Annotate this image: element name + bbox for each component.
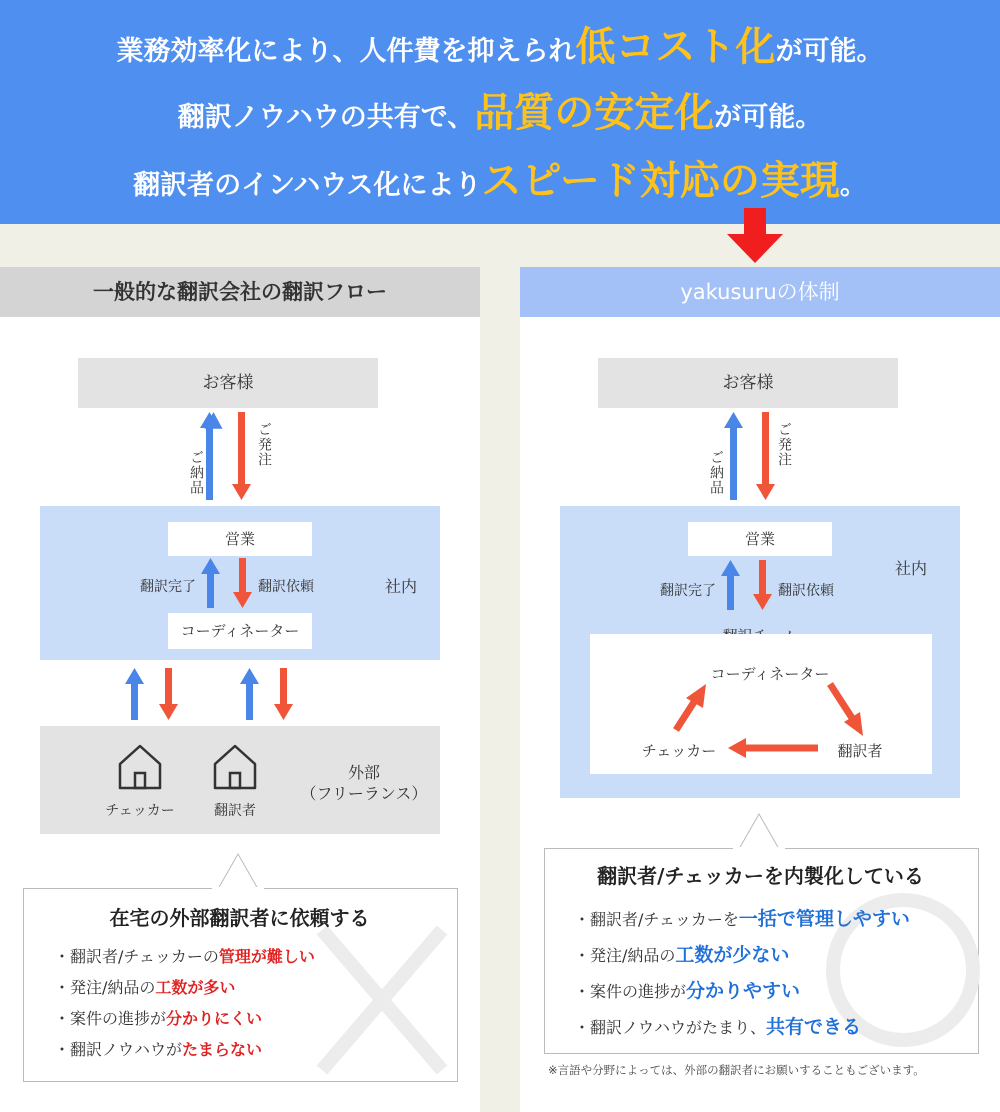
right-inner-arrows [723,560,775,612]
left-customer-arrows [200,412,260,502]
right-delivery-label: ご納品 [708,450,724,495]
right-column-title: yakusuruの体制 [520,267,1000,317]
right-bullet-1: ・翻訳者/チェッカーを一括で管理しやすい [574,908,910,930]
right-sales-box: 営業 [688,522,832,556]
right-order-label: ご発注 [776,422,792,467]
left-customer-box: お客様 [78,358,378,408]
right-coordinator-label: コーディネーター [710,665,830,683]
header-line-3-suffix: 。 [839,170,867,201]
left-freelance-label: （フリーランス） [300,784,428,803]
right-request-label: 翻訳依頼 [778,583,834,599]
header-line-1-text: 業務効率化により、人件費を抑えられ [116,36,576,67]
right-checker-label: チェッカー [641,742,717,760]
red-down-arrow-icon [726,208,784,264]
right-bullet-4: ・翻訳ノウハウがたまり、共有できる [574,1016,862,1038]
header-line-1-highlight: 低コスト化 [575,24,776,70]
left-bullet-1: ・翻訳者/チェッカーの管理が難しい [54,947,315,966]
right-complete-label: 翻訳完了 [660,583,716,599]
left-sales-box: 営業 [168,522,312,556]
translator-house-icon [213,744,257,790]
header-line-2-suffix: が可能。 [714,102,823,133]
left-request-label: 翻訳依頼 [258,579,314,595]
header-line-3-text: 翻訳者のインハウス化により [133,170,482,201]
left-coordinator-box: コーディネーター [168,613,312,649]
team-cycle-arrows [590,634,932,774]
left-translator-label: 翻訳者 [214,803,256,819]
header-line-1-suffix: が可能。 [775,36,884,67]
header-line-2-highlight: 品質の安定化 [474,90,715,136]
left-inner-arrows [203,558,255,610]
right-card-title: 翻訳者/チェッカーを内製化している [597,864,924,888]
header-line-3-highlight: スピード対応の実現 [481,158,840,204]
right-customer-box: お客様 [598,358,898,408]
right-translator-label: 翻訳者 [837,742,883,760]
left-checker-label: チェッカー [105,803,175,819]
left-bullet-4: ・翻訳ノウハウがたまらない [54,1040,263,1059]
header-line-3 [0,152,1000,210]
left-external-label: 外部 [347,763,380,782]
left-inhouse-label: 社内 [385,577,418,596]
right-bullet-2: ・発注/納品の工数が少ない [574,944,790,966]
left-card-title: 在宅の外部翻訳者に依頼する [109,906,370,930]
left-delivery-label: ご納品 [188,450,204,495]
header-line-2 [0,84,1000,142]
left-complete-label: 翻訳完了 [140,579,196,595]
right-inhouse-label: 社内 [895,559,928,578]
left-order-label: ご発注 [256,422,272,467]
left-column-title: 一般的な翻訳会社の翻訳フロー [0,267,480,317]
header-line-1 [0,18,1000,76]
checker-house-icon [118,744,162,790]
header-line-2-text: 翻訳ノウハウの共有で、 [177,102,475,133]
right-bullet-3: ・案件の進捗が分かりやすい [574,980,801,1002]
footnote: ※言語や分野によっては、外部の翻訳者にお願いすることもございます。 [548,1063,925,1077]
left-bullet-2: ・発注/納品の工数が多い [54,978,236,997]
left-external-arrows [124,668,304,722]
left-bullet-3: ・案件の進捗が分かりにくい [54,1009,263,1028]
